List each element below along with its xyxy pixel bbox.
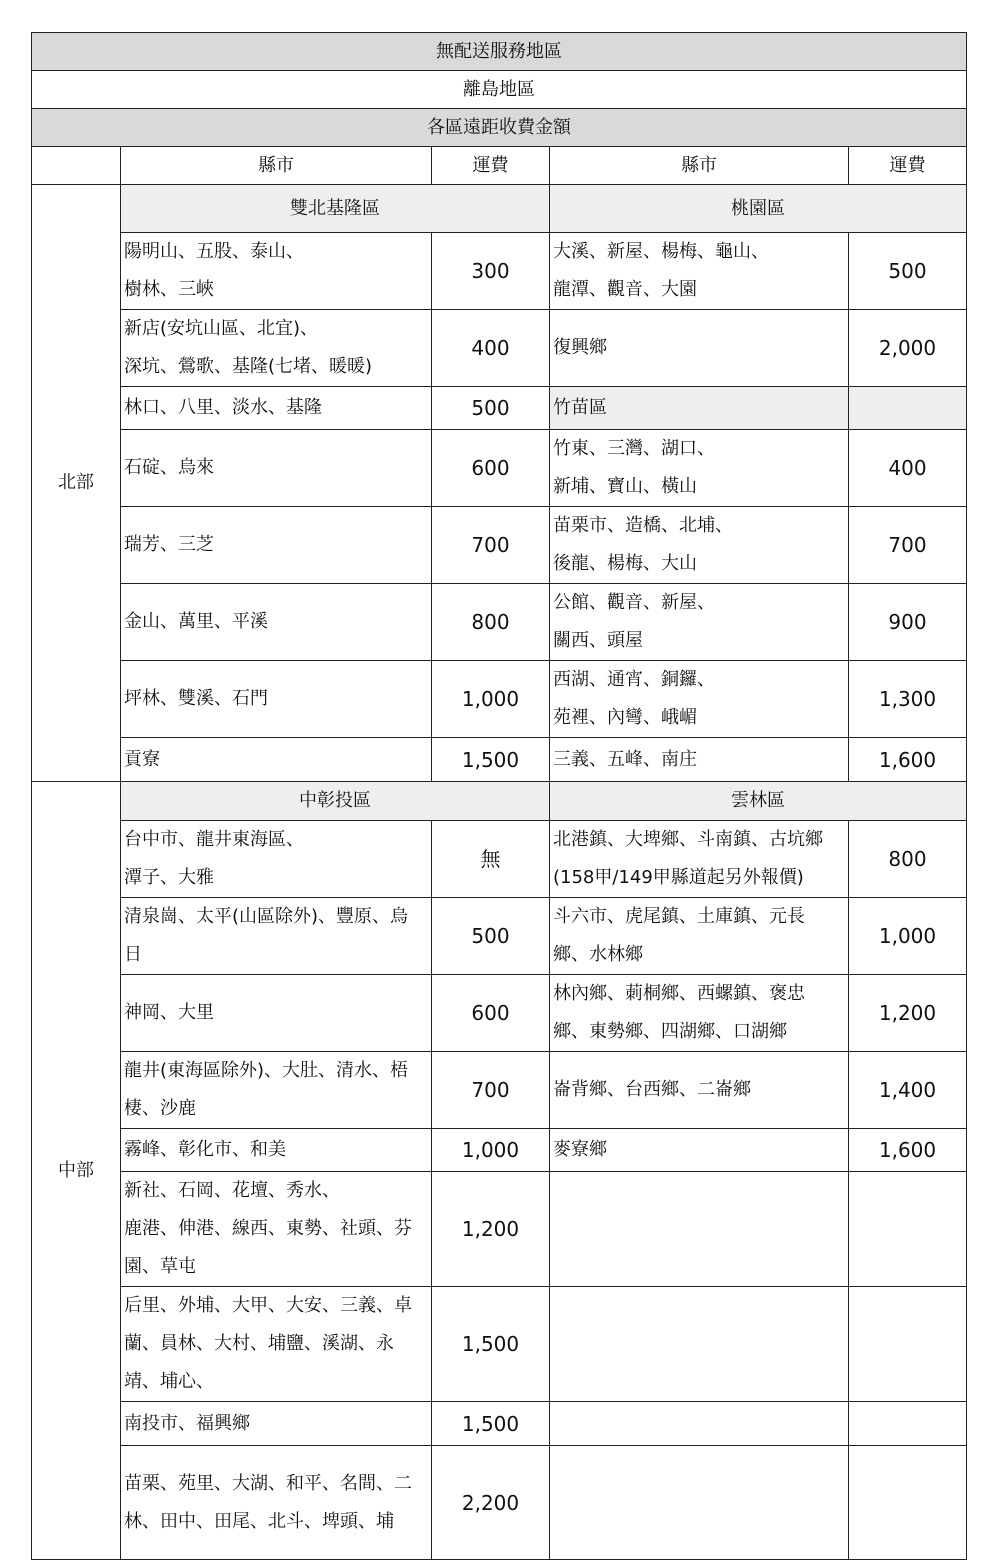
right-subregion-title: 竹苗區 (550, 387, 849, 430)
left-fee-cell: 1,500 (432, 1287, 550, 1402)
left-fee-cell: 400 (432, 310, 550, 387)
table-row (32, 661, 967, 738)
left-area-cell: 南投市、福興鄉 (121, 1402, 432, 1446)
right-fee-cell (849, 387, 967, 430)
right-fee-cell: 1,600 (849, 738, 967, 782)
right-fee-cell: 1,000 (849, 898, 967, 975)
left-area-cell: 新社、石岡、花壇、秀水、 鹿港、伸港、線西、東勢、社頭、芬 園、草屯 (121, 1172, 432, 1287)
col-fee-left: 運費 (432, 147, 550, 185)
right-fee-cell: 1,200 (849, 975, 967, 1052)
left-area-cell: 金山、萬里、平溪 (121, 584, 432, 661)
column-header-row (32, 147, 967, 185)
right-area-cell: 林內鄉、莿桐鄉、西螺鎮、褒忠 鄉、東勢鄉、四湖鄉、口湖鄉 (550, 975, 849, 1052)
left-area-cell: 龍井(東海區除外)、大肚、清水、梧 棲、沙鹿 (121, 1052, 432, 1129)
north-region-label: 北部 (32, 185, 121, 782)
north-right-title: 桃園區 (550, 185, 967, 233)
blank-header-cell (32, 147, 121, 185)
left-area-cell: 林口、八里、淡水、基隆 (121, 387, 432, 430)
right-fee-cell: 2,000 (849, 310, 967, 387)
left-fee-cell: 600 (432, 975, 550, 1052)
table-row (32, 821, 967, 898)
right-fee-cell: 800 (849, 821, 967, 898)
right-fee-cell: 1,300 (849, 661, 967, 738)
table-row (32, 738, 967, 782)
right-fee-cell: 900 (849, 584, 967, 661)
right-area-cell: 斗六市、虎尾鎮、土庫鎮、元長 鄉、水林鄉 (550, 898, 849, 975)
right-area-cell: 大溪、新屋、楊梅、龜山、 龍潭、觀音、大園 (550, 233, 849, 310)
table-row (32, 430, 967, 507)
left-fee-cell: 500 (432, 898, 550, 975)
right-area-cell: 三義、五峰、南庄 (550, 738, 849, 782)
left-fee-cell: 600 (432, 430, 550, 507)
right-area-cell: 麥寮鄉 (550, 1129, 849, 1172)
left-fee-cell: 300 (432, 233, 550, 310)
left-fee-cell: 1,200 (432, 1172, 550, 1287)
left-fee-cell: 1,500 (432, 738, 550, 782)
central-region-label: 中部 (32, 782, 121, 1560)
table-row (32, 507, 967, 584)
table-row (32, 1129, 967, 1172)
right-fee-cell (849, 1172, 967, 1287)
right-area-cell: 公館、觀音、新屋、 關西、頭屋 (550, 584, 849, 661)
table-row (32, 233, 967, 310)
right-fee-cell: 500 (849, 233, 967, 310)
left-area-cell: 后里、外埔、大甲、大安、三義、卓 蘭、員林、大村、埔鹽、溪湖、永 靖、埔心、 (121, 1287, 432, 1402)
right-area-cell: 復興鄉 (550, 310, 849, 387)
col-city-left: 縣市 (121, 147, 432, 185)
table-row (32, 1446, 967, 1560)
left-area-cell: 陽明山、五股、泰山、 樹林、三峽 (121, 233, 432, 310)
left-fee-cell: 1,500 (432, 1402, 550, 1446)
right-area-cell: 西湖、通宵、銅鑼、 苑裡、內彎、峨嵋 (550, 661, 849, 738)
left-area-cell: 坪林、雙溪、石門 (121, 661, 432, 738)
left-area-cell: 台中市、龍井東海區、 潭子、大雅 (121, 821, 432, 898)
left-area-cell: 神岡、大里 (121, 975, 432, 1052)
table-row (32, 387, 967, 430)
shipping-fee-table (31, 32, 967, 1560)
table-row (32, 898, 967, 975)
left-area-cell: 霧峰、彰化市、和美 (121, 1129, 432, 1172)
right-fee-cell: 700 (849, 507, 967, 584)
right-fee-cell (849, 1402, 967, 1446)
left-fee-cell: 700 (432, 507, 550, 584)
right-area-cell: 崙背鄉、台西鄉、二崙鄉 (550, 1052, 849, 1129)
left-area-cell: 清泉崗、太平(山區除外)、豐原、烏 日 (121, 898, 432, 975)
left-fee-cell: 1,000 (432, 661, 550, 738)
right-fee-cell: 400 (849, 430, 967, 507)
central-subheader-row (32, 782, 967, 821)
right-area-cell: 苗栗市、造橋、北埔、 後龍、楊梅、大山 (550, 507, 849, 584)
right-fee-cell (849, 1446, 967, 1560)
right-fee-cell (849, 1287, 967, 1402)
left-fee-cell: 500 (432, 387, 550, 430)
table-row (32, 975, 967, 1052)
col-fee-right: 運費 (849, 147, 967, 185)
right-fee-cell: 1,600 (849, 1129, 967, 1172)
island-area-header: 離島地區 (32, 71, 967, 109)
right-area-cell (550, 1446, 849, 1560)
remote-fee-header: 各區遠距收費金額 (32, 109, 967, 147)
left-fee-cell: 1,000 (432, 1129, 550, 1172)
right-area-cell (550, 1287, 849, 1402)
table-row (32, 1172, 967, 1287)
right-area-cell: 北港鎮、大埤鄉、斗南鎮、古坑鄉 (158甲/149甲縣道起另外報價) (550, 821, 849, 898)
right-area-cell: 竹東、三灣、湖口、 新埔、寶山、橫山 (550, 430, 849, 507)
central-right-title: 雲林區 (550, 782, 967, 821)
left-area-cell: 苗栗、苑里、大湖、和平、名間、二 林、田中、田尾、北斗、埤頭、埔 (121, 1446, 432, 1560)
left-fee-cell: 無 (432, 821, 550, 898)
north-left-title: 雙北基隆區 (121, 185, 550, 233)
left-fee-cell: 800 (432, 584, 550, 661)
right-area-cell (550, 1402, 849, 1446)
table-row (32, 310, 967, 387)
central-left-title: 中彰投區 (121, 782, 550, 821)
left-area-cell: 瑞芳、三芝 (121, 507, 432, 584)
table-row (32, 584, 967, 661)
left-area-cell: 新店(安坑山區、北宜)、 深坑、鶯歌、基隆(七堵、暖暖) (121, 310, 432, 387)
no-service-header: 無配送服務地區 (32, 33, 967, 71)
table-row (32, 1287, 967, 1402)
right-fee-cell: 1,400 (849, 1052, 967, 1129)
left-area-cell: 石碇、烏來 (121, 430, 432, 507)
right-area-cell (550, 1172, 849, 1287)
left-fee-cell: 700 (432, 1052, 550, 1129)
table-row (32, 1052, 967, 1129)
table-row (32, 1402, 967, 1446)
col-city-right: 縣市 (550, 147, 849, 185)
north-subheader-row (32, 185, 967, 233)
left-fee-cell: 2,200 (432, 1446, 550, 1560)
left-area-cell: 貢寮 (121, 738, 432, 782)
